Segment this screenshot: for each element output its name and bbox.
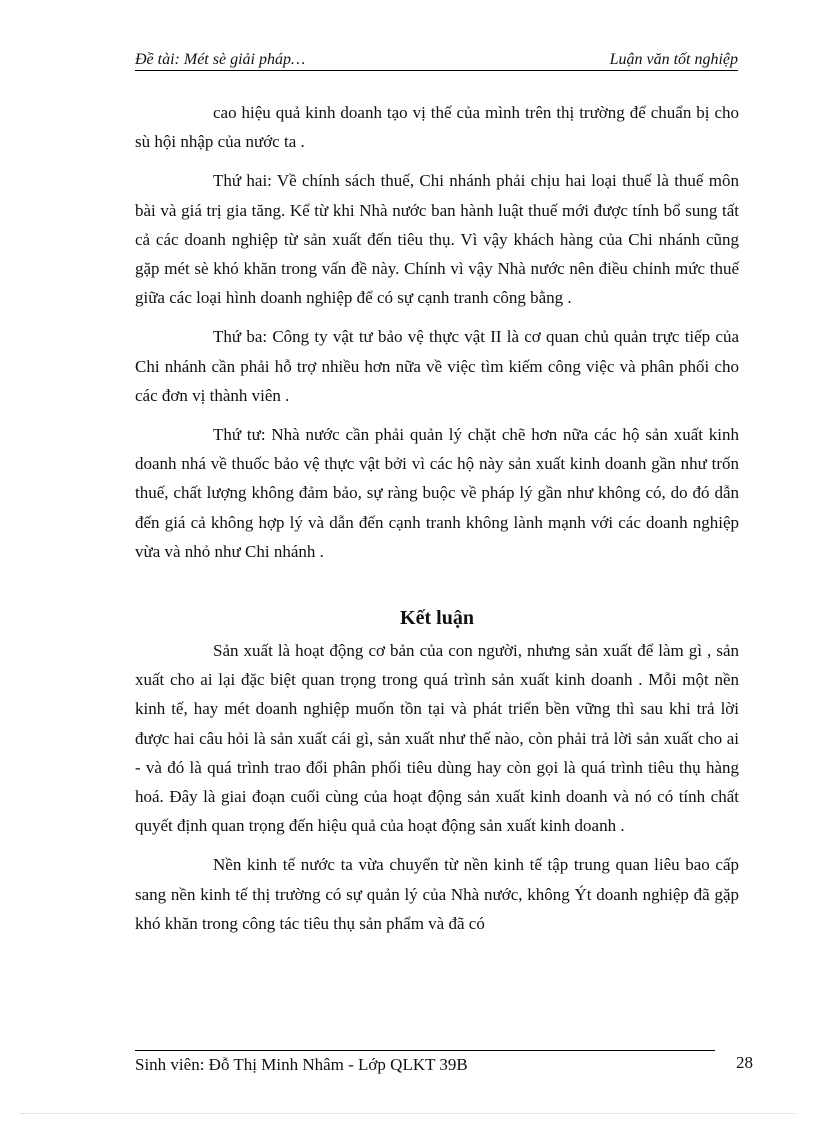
footer-student: Sinh viên: Đỗ Thị Minh Nhâm - Lớp QLKT 39B	[135, 1055, 468, 1074]
page-bottom-border	[20, 1113, 796, 1114]
paragraph-conclusion-2: Nền kinh tế nước ta vừa chuyển từ nền kinh tế tập trung quan liêu bao cấp sang nền kinh tế thị trường có sự quản lý của Nhà nước, không Ýt doanh nghiệp đã gặp khó khăn trong công tác tiêu thụ sản phẩm và đã có	[135, 855, 739, 933]
footer-divider	[135, 1050, 715, 1051]
section-heading-conclusion: Kết luận	[400, 607, 474, 630]
page-header	[135, 50, 738, 71]
page-number: 28	[736, 1053, 753, 1072]
paragraph-continuation: cao hiệu quả kinh doanh tạo vị thế của mình trên thị trường để chuẩn bị cho sù hội nhập của nước ta .	[135, 103, 739, 152]
header-doc-type: Luận văn tốt nghiệp	[609, 51, 738, 68]
paragraph-conclusion-1: Sản xuất là hoạt động cơ bản của con người, nhưng sản xuất để làm gì , sản xuất cho ai lại đặc biệt quan trọng trong quá trình sản xuất kinh doanh . Mỗi một nền kinh tế, hay mét doanh nghiệp muốn tồn tại và phát triển bền vững thì sau khi trả lời được hai câu hỏi là sản xuất cái gì, sản xuất như thế nào, còn phải trả lời sản xuất cho ai - và đó là quá trình trao đổi phân phối tiêu dùng hay còn gọi là quá trình tiêu thụ hàng hoá. Đây là giai đoạn cuối cùng của hoạt động sản xuất kinh doanh và nó có tính chất quyết định quan trọng đến hiệu quả của hoạt động sản xuất kinh doanh .	[135, 641, 739, 836]
header-topic: Đề tài: Mét sè giải pháp…	[135, 51, 306, 68]
paragraph-state-management: Thứ tư: Nhà nước cần phải quản lý chặt chẽ hơn nữa các hộ sản xuất kinh doanh nhá về thuốc bảo vệ thực vật bởi vì các hộ này sản xuất kinh doanh gần như trốn thuế, chất lượng không đảm bảo, sự ràng buộc về pháp lý gần như không có, do đó dẫn đến giá cả không hợp lý và dẫn đến cạnh tranh không lành mạnh với các doanh nghiệp vừa và nhỏ như Chi nhánh .	[135, 425, 739, 561]
paragraph-company-support: Thứ ba: Công ty vật tư bảo vệ thực vật II là cơ quan chủ quản trực tiếp của Chi nhánh cần phải hỗ trợ nhiều hơn nữa về việc tìm kiếm công việc và phân phối cho các đơn vị thành viên .	[135, 327, 739, 405]
paragraph-tax-policy: Thứ hai: Về chính sách thuế, Chi nhánh phải chịu hai loại thuế là thuế môn bài và giá trị gia tăng. Kể từ khi Nhà nước ban hành luật thuế mới được tính bổ sung tất cả các doanh nghiệp từ sản xuất đến tiêu thụ. Vì vậy khách hàng của Chi nhánh cũng gặp mét sè khó khăn trong vấn đề này. Chính vì vậy Nhà nước nên điều chỉnh mức thuế giữa các loại hình doanh nghiệp để có sự cạnh tranh công bằng .	[135, 171, 739, 308]
document-body	[135, 98, 739, 948]
